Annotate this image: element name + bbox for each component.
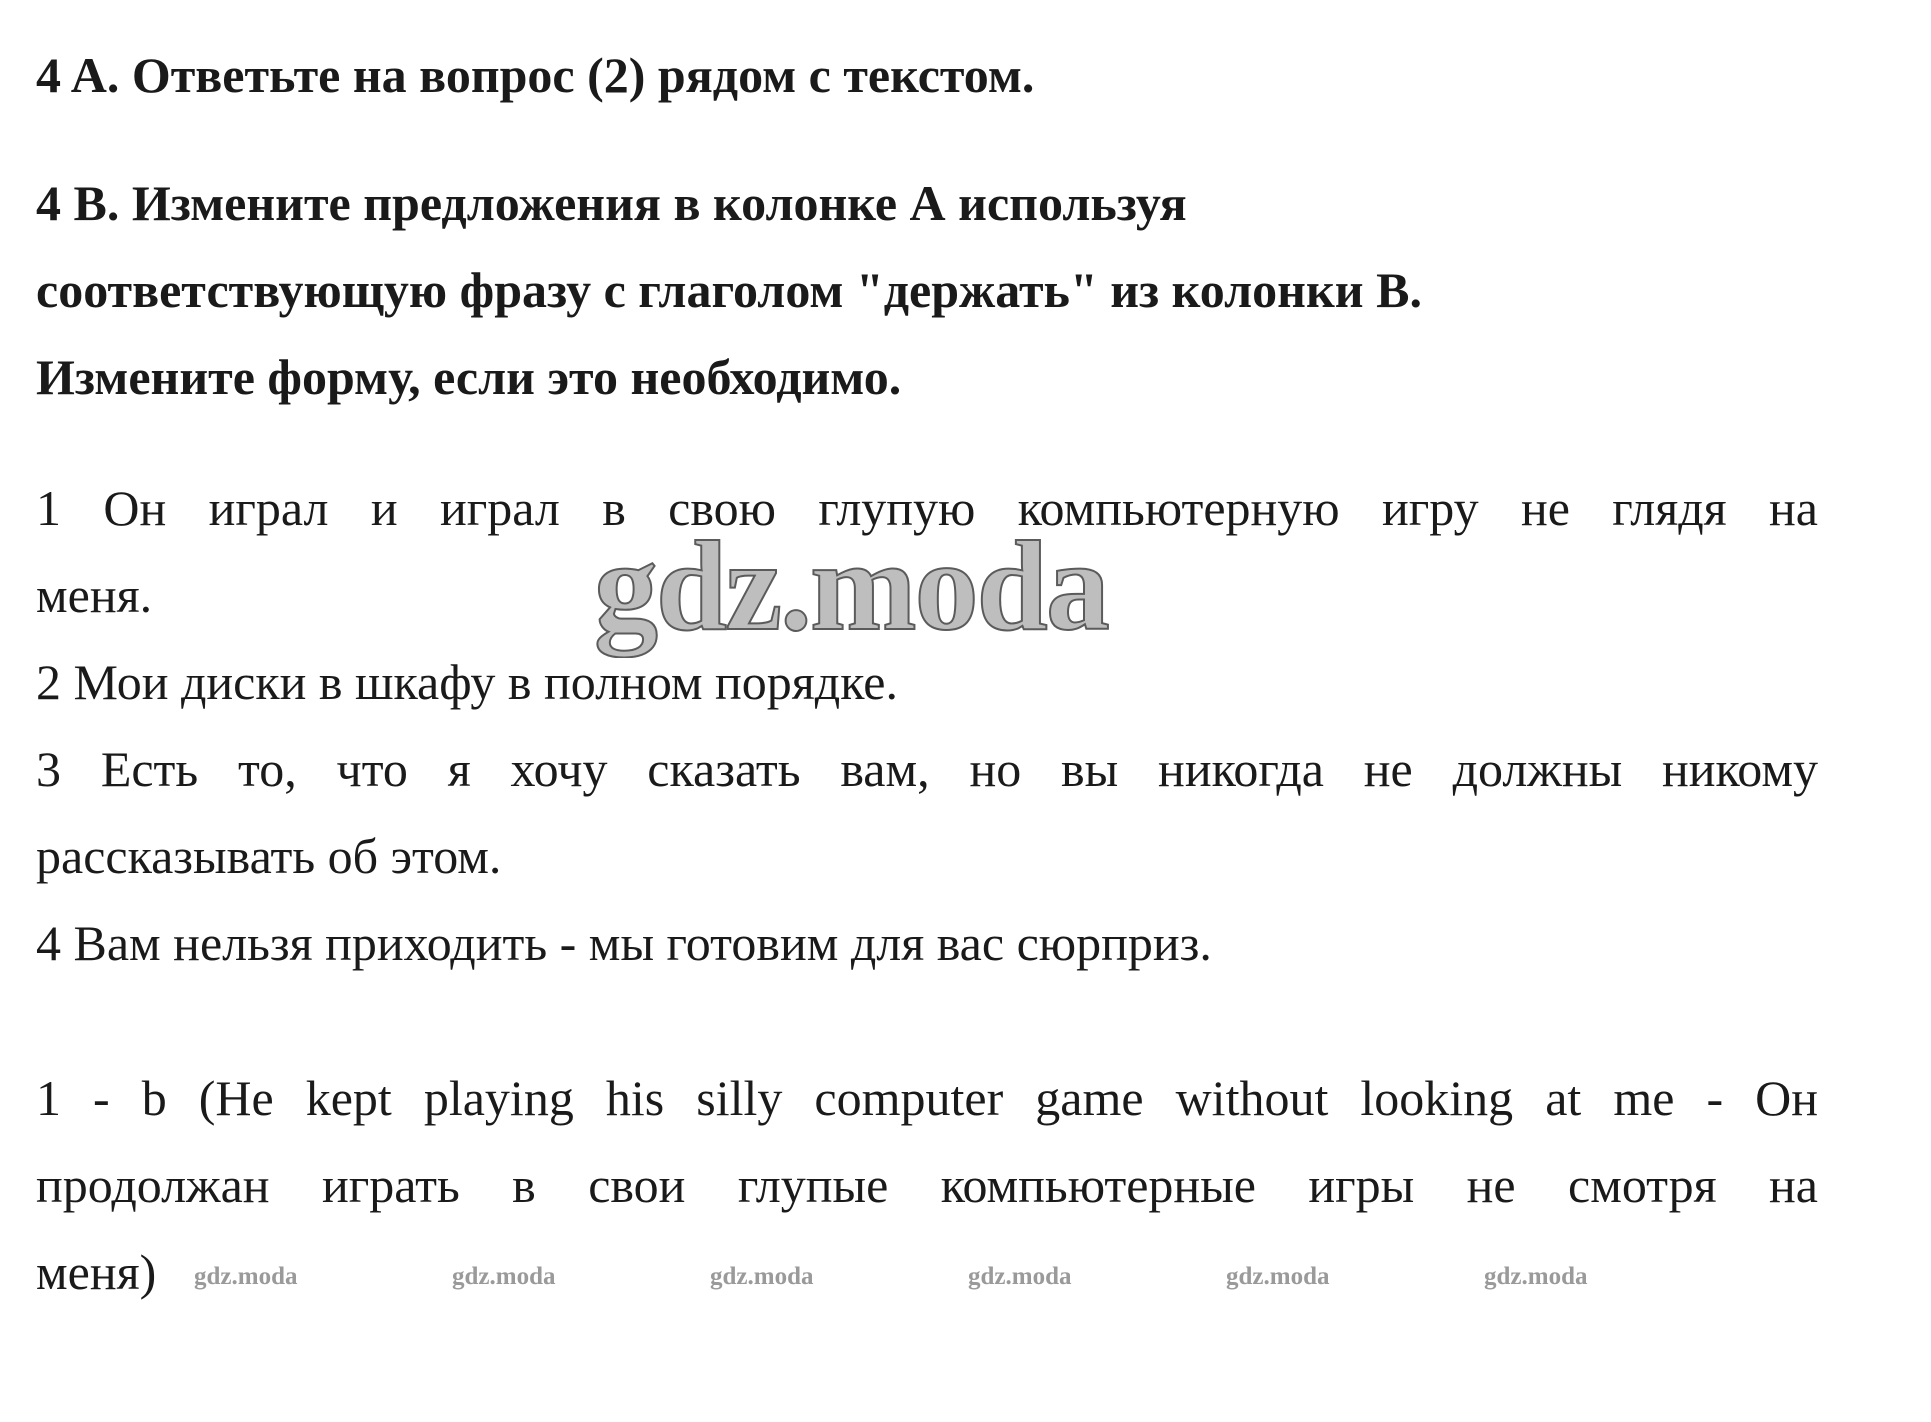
answer-line-1: 1 - b (He kept playing his silly computer game without looking at me - Он bbox=[36, 1070, 1818, 1126]
watermark-small: gdz.moda bbox=[194, 1263, 298, 1290]
sentence-4: 4 Вам нельзя приходить - мы готовим для вас сюрприз. bbox=[36, 915, 1212, 971]
task-4b-heading-line-3: Измените форму, если это необходимо. bbox=[36, 349, 902, 405]
sentence-2: 2 Мои диски в шкафу в полном порядке. bbox=[36, 654, 898, 710]
sentence-1-line-1: 1 Он играл и играл в свою глупую компьютерную игру не глядя на bbox=[36, 480, 1818, 536]
sentence-3-line-2: рассказывать об этом. bbox=[36, 828, 502, 884]
task-4b-heading-line-1: 4 B. Измените предложения в колонке А используя bbox=[36, 175, 1187, 231]
watermark-small: gdz.moda bbox=[1226, 1263, 1330, 1290]
sentence-3-line-1: 3 Есть то, что я хочу сказать вам, но вы никогда не должны никому bbox=[36, 741, 1818, 797]
watermark-large: gdz.moda bbox=[594, 515, 1108, 657]
task-4b-heading-line-2: соответствующую фразу с глаголом "держать" из колонки B. bbox=[36, 262, 1422, 318]
watermark-small: gdz.moda bbox=[1484, 1263, 1588, 1290]
answer-line-3: меня) bbox=[36, 1244, 157, 1300]
answer-line-2: продолжан играть в свои глупые компьютерные игры не смотря на bbox=[36, 1157, 1818, 1213]
watermark-small: gdz.moda bbox=[710, 1263, 814, 1290]
sentence-1-line-2: меня. bbox=[36, 567, 153, 623]
watermark-small: gdz.moda bbox=[452, 1263, 556, 1290]
task-4a-heading: 4 A. Ответьте на вопрос (2) рядом с текстом. bbox=[36, 47, 1035, 103]
watermark-small: gdz.moda bbox=[968, 1263, 1072, 1290]
